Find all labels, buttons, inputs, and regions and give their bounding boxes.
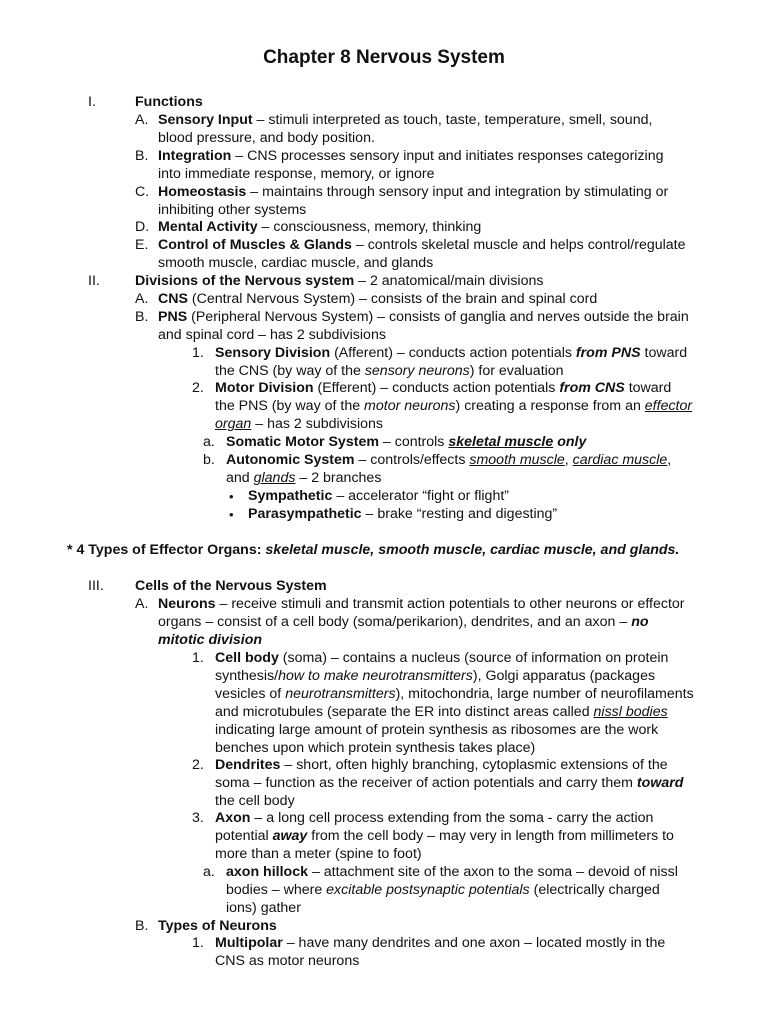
emphasis: from PNS (575, 345, 641, 361)
definition: (Central Nervous System) – consists of the brain and spinal cord (187, 291, 598, 307)
division-pns (158, 309, 689, 327)
text: – attachment site of the axon to the soma – devoid of nissl (308, 864, 678, 880)
item-number: 2. (192, 757, 204, 773)
term: Sensory Input (158, 112, 253, 128)
item-letter: a. (203, 434, 215, 450)
underlined-term: nissl bodies (593, 704, 668, 720)
text-line (226, 470, 381, 488)
dendrites (215, 757, 668, 775)
italic-text: excitable postsynaptic potentials (326, 882, 530, 898)
motor-division (215, 380, 671, 398)
item-number: 1. (192, 650, 204, 666)
text: toward (624, 380, 672, 396)
text: organs – consist of a cell body (soma/perikarion), dendrites, and an axon – (158, 614, 632, 630)
text: synthesis/ (215, 668, 279, 684)
italic-text: motor neurons (364, 398, 456, 414)
neurons-definition (158, 596, 685, 614)
item-letter: B. (135, 309, 149, 325)
term: CNS (158, 291, 188, 307)
term: PNS (158, 309, 188, 325)
text-line (158, 614, 649, 632)
text: – has 2 subdivisions (251, 416, 384, 432)
item-number: 1. (192, 935, 204, 951)
underlined-term: effector (644, 398, 693, 414)
item-letter: A. (135, 291, 149, 307)
section-1-heading (135, 94, 203, 112)
text: – short, often highly branching, cytoplasmic extensions of the (280, 757, 668, 773)
term: Sensory Division (215, 345, 331, 361)
italic-text: neurotransmitters (285, 686, 396, 702)
text-line: smooth muscle, cardiac muscle, and glands (158, 255, 434, 271)
sensory-division (215, 345, 687, 363)
types-of-neurons (158, 918, 277, 936)
definition: – consciousness, memory, thinking (257, 219, 482, 235)
emphasis: toward (636, 775, 684, 791)
text: and (226, 470, 254, 486)
text: potential (215, 828, 273, 844)
text-line (215, 416, 383, 434)
italic-text: sensory neurons (364, 363, 470, 379)
text: bodies – where (226, 882, 327, 898)
section-2-heading-text: Divisions of the Nervous system (135, 273, 355, 289)
text: vesicles of (215, 686, 286, 702)
function-homeostasis (158, 184, 668, 202)
text-line (215, 398, 692, 416)
emphasis: only (553, 434, 587, 450)
text-line (215, 704, 668, 722)
term: Dendrites (215, 757, 281, 773)
bullet: • (229, 507, 234, 522)
text: toward (640, 345, 688, 361)
note-list: skeletal muscle, smooth muscle, cardiac muscle, and glands. (261, 542, 680, 558)
section-1-heading-text: Functions (135, 94, 203, 110)
text: – accelerator “fight or flight” (332, 488, 510, 504)
term: Neurons (158, 596, 216, 612)
section-2-heading (135, 273, 543, 291)
text: – have many dendrites and one axon – located mostly in the (282, 935, 666, 951)
underlined-term: cardiac muscle (572, 452, 668, 468)
italic-text: how to make neurotransmitters (278, 668, 473, 684)
text-line (226, 882, 660, 900)
text: the CNS (by way of the (215, 363, 365, 379)
axon (215, 810, 653, 828)
page-title: Chapter 8 Nervous System (263, 47, 505, 68)
item-letter: B. (135, 918, 149, 934)
underlined-term: glands (253, 470, 296, 486)
term: Somatic Motor System (226, 434, 379, 450)
effector-organs-note (67, 542, 679, 560)
text: ), mitochondria, large number of neurofilaments (395, 686, 694, 702)
text-line: more than a meter (spine to foot) (215, 846, 422, 862)
division-cns (158, 291, 597, 309)
note-lead: * 4 Types of Effector Organs: (67, 542, 262, 558)
item-letter: E. (135, 237, 149, 253)
text-line: ions) gather (226, 900, 301, 916)
term: Parasympathetic (248, 506, 362, 522)
text-line (158, 632, 262, 650)
item-number: 3. (192, 810, 204, 826)
term: Control of Muscles & Glands (158, 237, 352, 253)
term: Cell body (215, 650, 279, 666)
term: Axon (215, 810, 251, 826)
axon-hillock (226, 864, 678, 882)
text-line: into immediate response, memory, or ignore (158, 166, 435, 182)
function-integration (158, 148, 663, 166)
section-3-heading-text: Cells of the Nervous System (135, 578, 327, 594)
emphasis: away (272, 828, 308, 844)
term: Multipolar (215, 935, 283, 951)
text-line (215, 775, 683, 793)
item-letter: C. (135, 184, 150, 200)
text-line: blood pressure, and body position. (158, 130, 375, 146)
item-number: 1. (192, 345, 204, 361)
term: Types of Neurons (158, 918, 277, 934)
underlined-term: organ (215, 416, 252, 432)
text-line: and spinal cord – has 2 subdivisions (158, 327, 386, 343)
text-line (215, 828, 674, 846)
text: (Efferent) – conducts action potentials (313, 380, 560, 396)
definition: – stimuli interpreted as touch, taste, temperature, smell, sound, (252, 112, 653, 128)
text-line: CNS as motor neurons (215, 953, 360, 969)
text: the PNS (by way of the (215, 398, 365, 414)
text: (Afferent) – conducts action potentials (330, 345, 576, 361)
text: – 2 branches (295, 470, 382, 486)
text: ) creating a response from an (455, 398, 645, 414)
item-letter: a. (203, 864, 215, 880)
text-line (215, 668, 655, 686)
term: Mental Activity (158, 219, 258, 235)
text: (electrically charged (529, 882, 660, 898)
sympathetic-branch (248, 488, 509, 506)
term: axon hillock (226, 864, 308, 880)
text: – a long cell process extending from the soma - carry the action (250, 810, 654, 826)
text: (soma) – contains a nucleus (source of information on protein (278, 650, 669, 666)
section-1-number: I. (88, 94, 96, 110)
section-3-heading (135, 578, 327, 596)
function-mental-activity (158, 219, 481, 237)
somatic-motor-system (226, 434, 586, 452)
emphasis: mitotic division (158, 632, 263, 648)
item-letter: B. (135, 148, 149, 164)
term: Autonomic System (226, 452, 355, 468)
underlined-term: smooth muscle (469, 452, 565, 468)
autonomic-system (226, 452, 671, 470)
definition: – CNS processes sensory input and initiates responses categorizing (231, 148, 664, 164)
item-letter: A. (135, 596, 149, 612)
term: Integration (158, 148, 232, 164)
text: – controls/effects (354, 452, 470, 468)
text-line (215, 363, 564, 381)
text: ) for evaluation (469, 363, 564, 379)
text: – receive stimuli and transmit action potentials to other neurons or effector (215, 596, 685, 612)
section-2-number: II. (88, 273, 100, 289)
term: Sympathetic (248, 488, 333, 504)
function-control-muscles-glands (158, 237, 686, 255)
text: from the cell body – may very in length from millimeters to (307, 828, 674, 844)
function-sensory-input (158, 112, 652, 130)
definition: (Peripheral Nervous System) – consists of ganglia and nerves outside the brain (187, 309, 689, 325)
text: – controls (378, 434, 449, 450)
text: , (667, 452, 672, 468)
text-line: the cell body (215, 793, 295, 809)
text: and microtubules (separate the ER into distinct areas called (215, 704, 594, 720)
text-line: benches upon which protein synthesis takes place) (215, 740, 536, 756)
item-letter: D. (135, 219, 150, 235)
term: Homeostasis (158, 184, 247, 200)
text: ), Golgi apparatus (packages (472, 668, 656, 684)
item-letter: b. (203, 452, 215, 468)
emphasis: no (631, 614, 649, 630)
text-line (215, 686, 694, 704)
underlined-term: skeletal muscle (448, 434, 554, 450)
text: , (564, 452, 573, 468)
text: – brake “resting and digesting” (361, 506, 558, 522)
item-number: 2. (192, 380, 204, 396)
emphasis: from CNS (559, 380, 625, 396)
parasympathetic-branch (248, 506, 557, 524)
definition: – controls skeletal muscle and helps control/regulate (351, 237, 686, 253)
heading-rest: – 2 anatomical/main divisions (354, 273, 544, 289)
text-line: inhibiting other systems (158, 202, 307, 218)
section-3-number: III. (88, 578, 104, 594)
term: Motor Division (215, 380, 314, 396)
bullet: • (229, 489, 234, 504)
cell-body (215, 650, 668, 668)
definition: – maintains through sensory input and integration by stimulating or (246, 184, 669, 200)
text: soma – function as the receiver of action potentials and carry them (215, 775, 637, 791)
text-line: indicating large amount of protein synthesis as ribosomes are the work (215, 722, 659, 738)
item-letter: A. (135, 112, 149, 128)
multipolar (215, 935, 665, 953)
